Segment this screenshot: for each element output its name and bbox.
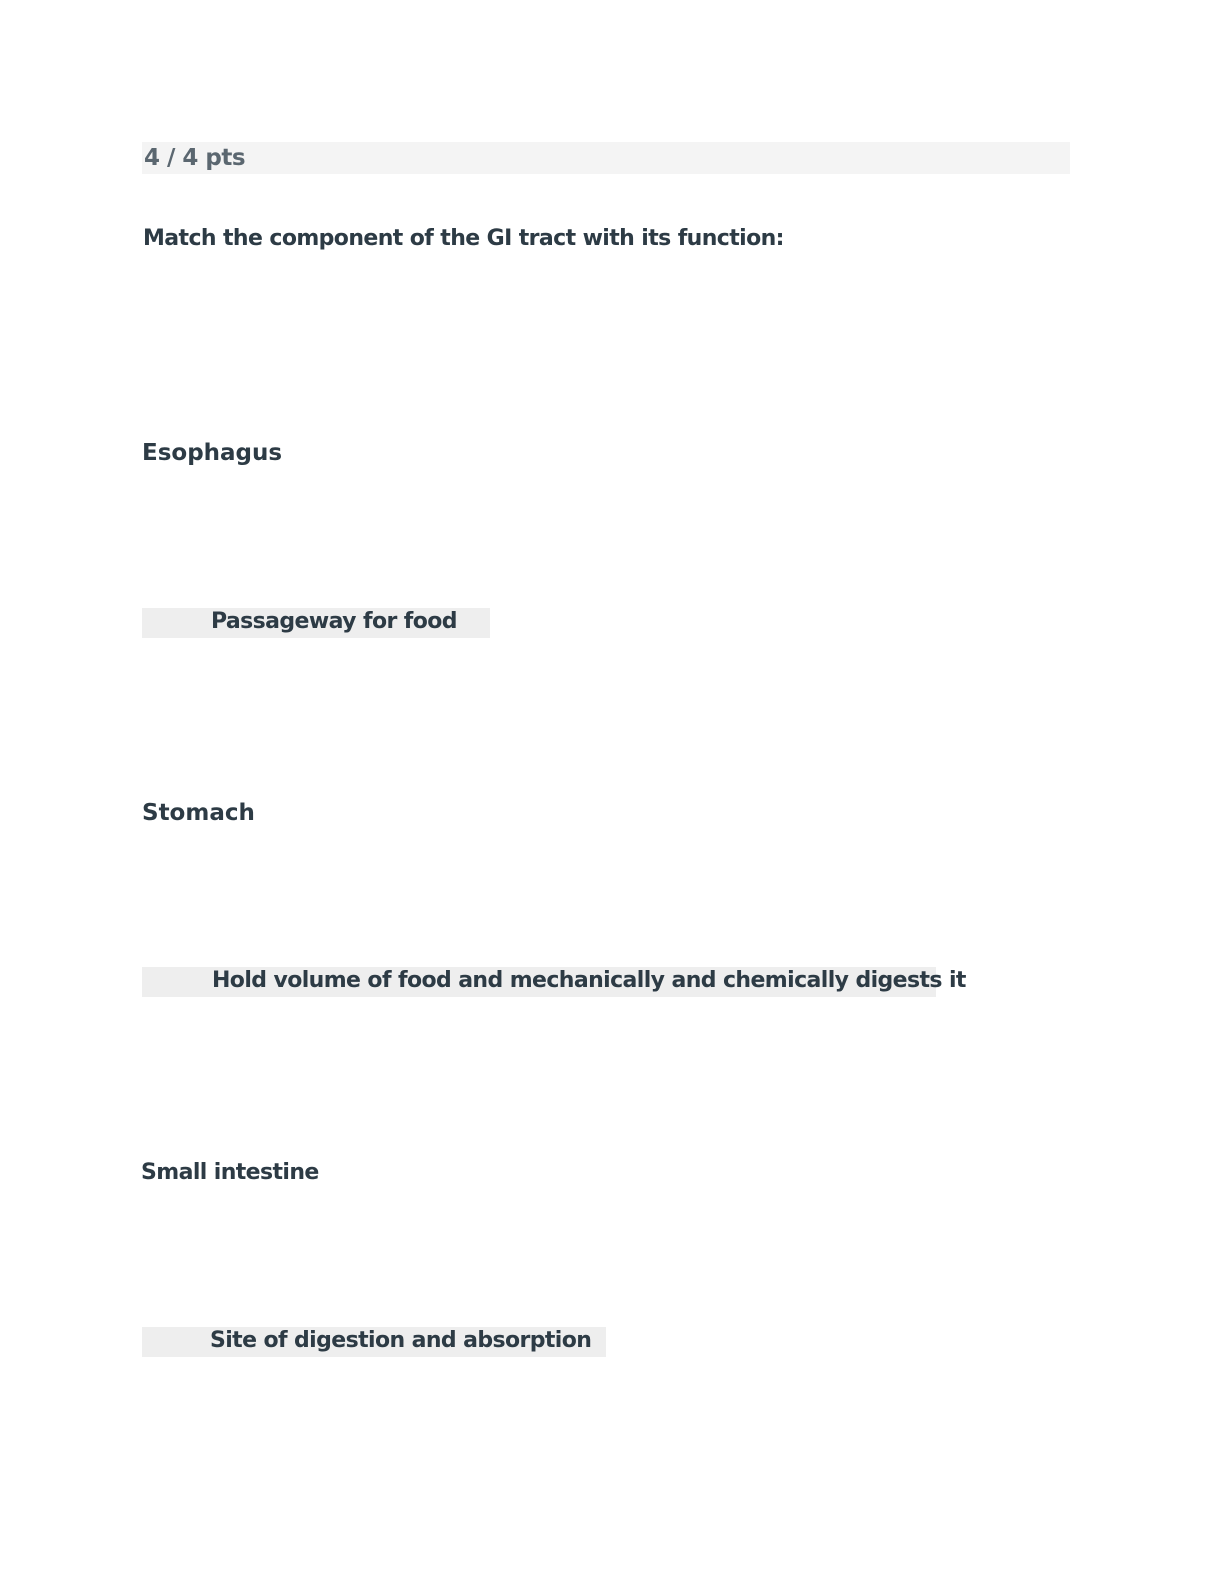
answer-value-stomach: Hold volume of food and mechanically and chemically digests it — [212, 968, 966, 993]
score-label: 4 / 4 pts — [144, 145, 246, 171]
component-label-esophagus: Esophagus — [142, 440, 283, 466]
component-label-stomach: Stomach — [142, 800, 255, 826]
answer-value-esophagus: Passageway for food — [211, 609, 457, 634]
answer-value-small-intestine: Site of digestion and absorption — [210, 1328, 592, 1353]
answer-select-esophagus[interactable] — [142, 608, 490, 638]
component-label-small-intestine: Small intestine — [141, 1160, 319, 1185]
answer-select-stomach[interactable] — [142, 967, 966, 997]
answer-select-small-intestine[interactable] — [142, 1327, 606, 1357]
question-text: Match the component of the GI tract with its function: — [143, 226, 784, 251]
score-bar — [142, 142, 1070, 174]
